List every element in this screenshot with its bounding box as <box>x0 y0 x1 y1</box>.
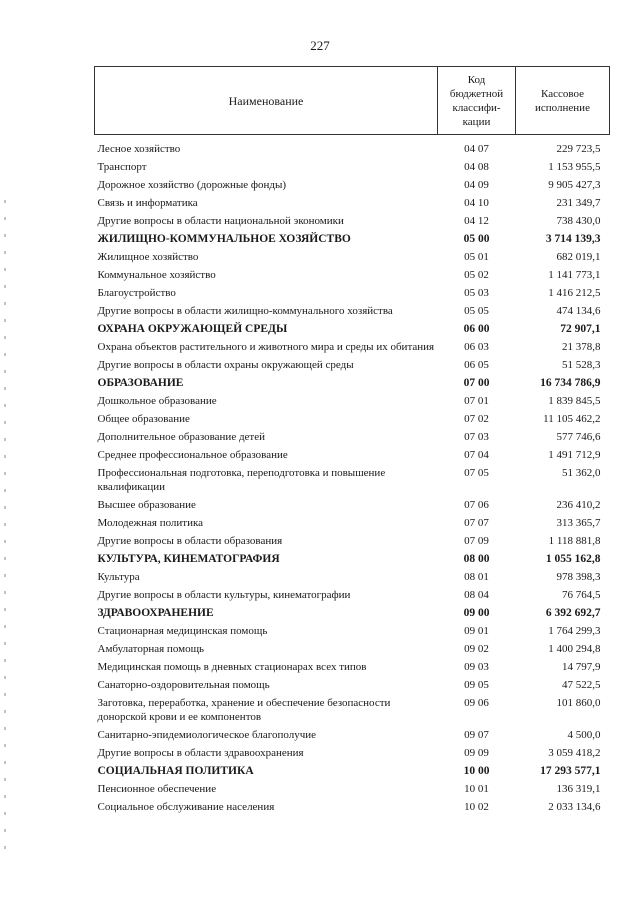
table-row <box>95 622 610 640</box>
row-name: Дорожное хозяйство (дорожные фонды) <box>97 179 287 191</box>
row-name: Транспорт <box>97 161 147 173</box>
row-amount: 136 319,1 <box>556 783 601 795</box>
row-code: 08 00 <box>463 553 490 565</box>
row-code: 05 03 <box>464 287 489 299</box>
row-code: 07 05 <box>464 467 489 479</box>
row-code: 04 09 <box>464 179 489 191</box>
table-row <box>95 302 610 320</box>
table-row <box>95 356 610 374</box>
row-amount: 51 362,0 <box>562 467 601 479</box>
row-code: 06 00 <box>463 323 490 335</box>
row-name: Другие вопросы в области жилищно-коммунального хозяйства <box>97 305 393 317</box>
row-name: Другие вопросы в области охраны окружающей среды <box>97 359 354 371</box>
row-amount: 14 797,9 <box>562 661 601 673</box>
row-amount: 1 764 299,3 <box>548 625 601 637</box>
table-row <box>95 410 610 428</box>
row-code: 05 00 <box>463 233 490 245</box>
row-code: 04 10 <box>464 197 489 209</box>
row-name: Пенсионное обеспечение <box>97 783 217 795</box>
row-name: ОБРАЗОВАНИЕ <box>97 377 184 389</box>
row-code: 06 05 <box>464 359 489 371</box>
row-code: 05 02 <box>464 269 489 281</box>
row-code: 10 02 <box>464 801 489 813</box>
table-row <box>95 212 610 230</box>
row-code: 04 12 <box>464 215 489 227</box>
row-name: Санаторно-оздоровительная помощь <box>97 679 270 691</box>
row-code: 07 07 <box>464 517 489 529</box>
row-code: 05 01 <box>464 251 489 263</box>
row-amount: 21 378,8 <box>562 341 601 353</box>
row-code: 07 00 <box>463 377 490 389</box>
table-row <box>95 135 610 159</box>
row-code: 09 01 <box>464 625 489 637</box>
table-row <box>95 496 610 514</box>
row-amount: 313 365,7 <box>556 517 601 529</box>
table-row <box>95 248 610 266</box>
row-amount: 1 153 955,5 <box>548 161 601 173</box>
row-name: Санитарно-эпидемиологическое благополучие <box>97 729 317 741</box>
row-code: 07 09 <box>464 535 489 547</box>
table-row <box>95 798 610 816</box>
row-name: Другие вопросы в области образования <box>97 535 283 547</box>
row-amount: 76 764,5 <box>562 589 601 601</box>
row-code: 09 05 <box>464 679 489 691</box>
header-name: Наименование <box>95 67 438 135</box>
row-name: Культура <box>97 571 140 583</box>
row-name: Дошкольное образование <box>97 395 217 407</box>
row-name: КУЛЬТУРА, КИНЕМАТОГРАФИЯ <box>97 553 280 565</box>
row-code: 07 02 <box>464 413 489 425</box>
row-name: Другие вопросы в области культуры, кинематографии <box>97 589 351 601</box>
section-row <box>95 320 610 338</box>
scan-margin-marks <box>4 200 6 860</box>
row-name: Коммунальное хозяйство <box>97 269 216 281</box>
table-row <box>95 158 610 176</box>
table-row <box>95 568 610 586</box>
table-row <box>95 726 610 744</box>
row-amount: 738 430,0 <box>556 215 601 227</box>
row-name: Высшее образование <box>97 499 196 511</box>
row-amount: 6 392 692,7 <box>545 607 601 619</box>
row-amount: 1 416 212,5 <box>548 287 601 299</box>
table-row <box>95 338 610 356</box>
row-code: 07 04 <box>464 449 489 461</box>
row-amount: 47 522,5 <box>562 679 601 691</box>
row-name: Другие вопросы в области национальной экономики <box>97 215 344 227</box>
table-row <box>95 392 610 410</box>
row-amount: 474 134,6 <box>556 305 601 317</box>
row-name: Социальное обслуживание населения <box>97 801 275 813</box>
row-code: 09 00 <box>463 607 490 619</box>
row-amount: 3 059 418,2 <box>548 747 601 759</box>
row-code: 04 07 <box>464 143 489 155</box>
row-code: 09 03 <box>464 661 489 673</box>
row-name: СОЦИАЛЬНАЯ ПОЛИТИКА <box>97 765 254 777</box>
row-amount: 682 019,1 <box>556 251 601 263</box>
row-amount: 1 141 773,1 <box>548 269 601 281</box>
row-amount: 1 400 294,8 <box>548 643 601 655</box>
row-code: 08 01 <box>464 571 489 583</box>
row-code: 06 03 <box>464 341 489 353</box>
row-amount: 11 105 462,2 <box>543 413 601 425</box>
row-code: 07 06 <box>464 499 489 511</box>
row-name: Жилищное хозяйство <box>97 251 199 263</box>
table-row <box>95 676 610 694</box>
row-code: 09 07 <box>464 729 489 741</box>
row-name: Связь и информатика <box>97 197 198 209</box>
section-row <box>95 604 610 622</box>
row-amount: 231 349,7 <box>556 197 601 209</box>
row-name: Медицинская помощь в дневных стационарах всех типов <box>97 661 367 673</box>
row-amount: 1 118 881,8 <box>548 535 601 547</box>
row-amount: 4 500,0 <box>567 729 601 741</box>
table-header-row <box>95 67 610 135</box>
row-name: ЖИЛИЩНО-КОММУНАЛЬНОЕ ХОЗЯЙСТВО <box>97 233 351 245</box>
row-amount: 72 907,1 <box>560 323 601 335</box>
row-amount: 1 839 845,5 <box>548 395 601 407</box>
row-name: Среднее профессиональное образование <box>97 449 288 461</box>
row-name: Профессиональная подготовка, переподготовка и повышение квалификации <box>97 467 386 493</box>
table-row <box>95 658 610 676</box>
table-row <box>95 744 610 762</box>
row-code: 05 05 <box>464 305 489 317</box>
row-amount: 577 746,6 <box>556 431 601 443</box>
row-amount: 3 714 139,3 <box>545 233 601 245</box>
row-amount: 9 905 427,3 <box>548 179 601 191</box>
section-row <box>95 550 610 568</box>
row-name: Охрана объектов растительного и животного мира и среды их обитания <box>97 341 435 353</box>
row-code: 09 09 <box>464 747 489 759</box>
header-code: Код бюджетной классифи-кации <box>438 67 516 135</box>
row-name: Лесное хозяйство <box>97 143 181 155</box>
row-code: 09 06 <box>464 697 489 709</box>
table-row <box>95 640 610 658</box>
row-name: Стационарная медицинская помощь <box>97 625 268 637</box>
row-amount: 51 528,3 <box>562 359 601 371</box>
row-code: 10 01 <box>464 783 489 795</box>
row-amount: 1 055 162,8 <box>545 553 601 565</box>
row-name: Другие вопросы в области здравоохранения <box>97 747 304 759</box>
row-amount: 1 491 712,9 <box>548 449 601 461</box>
row-name: ОХРАНА ОКРУЖАЮЩЕЙ СРЕДЫ <box>97 323 288 335</box>
row-name: Молодежная политика <box>97 517 204 529</box>
table-row <box>95 176 610 194</box>
table-row <box>95 780 610 798</box>
table-row <box>95 586 610 604</box>
page-number: 227 <box>310 38 330 53</box>
row-amount: 978 398,3 <box>556 571 601 583</box>
row-code: 07 03 <box>464 431 489 443</box>
row-name: Амбулаторная помощь <box>97 643 205 655</box>
row-amount: 101 860,0 <box>556 697 601 709</box>
table-row <box>95 694 610 726</box>
table-row <box>95 532 610 550</box>
row-code: 07 01 <box>464 395 489 407</box>
row-code: 04 08 <box>464 161 489 173</box>
budget-execution-table <box>94 66 610 816</box>
row-amount: 2 033 134,6 <box>548 801 601 813</box>
row-name: Общее образование <box>97 413 190 425</box>
table-row <box>95 464 610 496</box>
row-amount: 17 293 577,1 <box>540 765 601 777</box>
section-row <box>95 374 610 392</box>
section-row <box>95 762 610 780</box>
row-name: Благоустройство <box>97 287 176 299</box>
row-code: 08 04 <box>464 589 489 601</box>
table-body <box>95 135 610 817</box>
row-amount: 16 734 786,9 <box>540 377 601 389</box>
table-row <box>95 446 610 464</box>
row-amount: 236 410,2 <box>556 499 601 511</box>
table-row <box>95 194 610 212</box>
row-name: Заготовка, переработка, хранение и обеспечение безопасности донорской крови и ее компонентов <box>97 697 391 723</box>
row-code: 09 02 <box>464 643 489 655</box>
table-row <box>95 266 610 284</box>
table-row <box>95 284 610 302</box>
table-row <box>95 428 610 446</box>
section-row <box>95 230 610 248</box>
row-code: 10 00 <box>463 765 490 777</box>
row-amount: 229 723,5 <box>556 143 601 155</box>
header-amount: Кассовое исполнение <box>516 67 610 135</box>
table-row <box>95 514 610 532</box>
row-name: ЗДРАВООХРАНЕНИЕ <box>97 607 214 619</box>
row-name: Дополнительное образование детей <box>97 431 266 443</box>
